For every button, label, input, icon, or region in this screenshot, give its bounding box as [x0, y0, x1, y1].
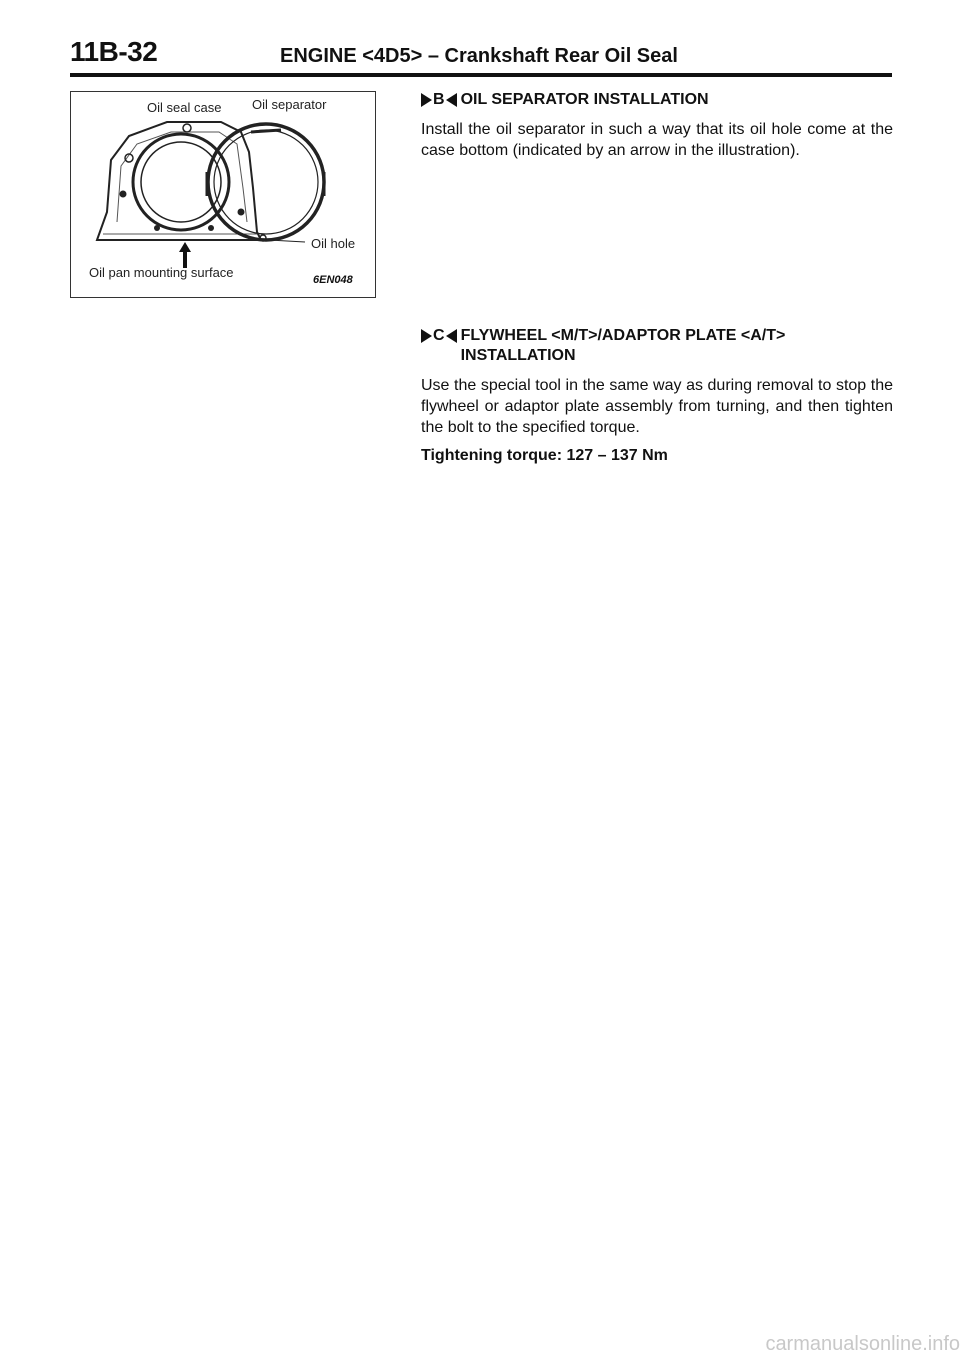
figure-code: 6EN048	[313, 274, 353, 286]
section-body: Install the oil separator in such a way that its oil hole come at the case bottom (indicated by an arrow in the illustration).	[421, 121, 893, 159]
page-number: 11B-32	[70, 36, 158, 67]
section-body: Use the special tool in the same way as during removal to stop the flywheel or adaptor plate assembly from turning, and then tighten the bolt to the specified torque.	[421, 377, 893, 436]
oil-separator-ring	[208, 124, 324, 240]
page-header	[70, 36, 890, 72]
oil-separator-figure	[70, 91, 376, 298]
section-heading	[421, 90, 893, 110]
label-oil-seal-case: Oil seal case	[147, 100, 222, 115]
section-title: OIL SEPARATOR INSTALLATION	[460, 91, 709, 108]
triangle-right-icon	[421, 93, 432, 107]
bolt-hole-icon	[238, 209, 245, 216]
oil-seal-outer-ring	[133, 134, 229, 230]
section-letter: B	[433, 91, 445, 108]
bolt-hole-icon	[120, 191, 127, 198]
bolt-hole-icon	[208, 225, 214, 231]
section-title: FLYWHEEL <M/T>/ADAPTOR PLATE <A/T> INSTALLATION	[460, 327, 786, 364]
header-rule	[70, 73, 892, 77]
tightening-torque-spec: Tightening torque: 127 – 137 Nm	[421, 447, 668, 464]
section-oil-separator	[421, 90, 893, 161]
running-title: ENGINE <4D5> – Crankshaft Rear Oil Seal	[280, 45, 678, 67]
section-heading	[421, 326, 893, 366]
label-oil-separator: Oil separator	[252, 97, 327, 112]
section-marker	[421, 90, 457, 110]
watermark: carmanualsonline.info	[765, 1333, 960, 1355]
bolt-hole-icon	[183, 124, 191, 132]
section-flywheel	[421, 326, 893, 465]
triangle-right-icon	[421, 329, 432, 343]
procedure-text	[421, 90, 893, 465]
triangle-left-icon	[446, 329, 457, 343]
section-marker	[421, 326, 457, 346]
section-letter: C	[433, 327, 445, 344]
triangle-left-icon	[446, 93, 457, 107]
label-oil-pan-surface: Oil pan mounting surface	[89, 265, 234, 280]
separator-tab	[251, 130, 281, 132]
label-oil-hole: Oil hole	[311, 236, 356, 251]
